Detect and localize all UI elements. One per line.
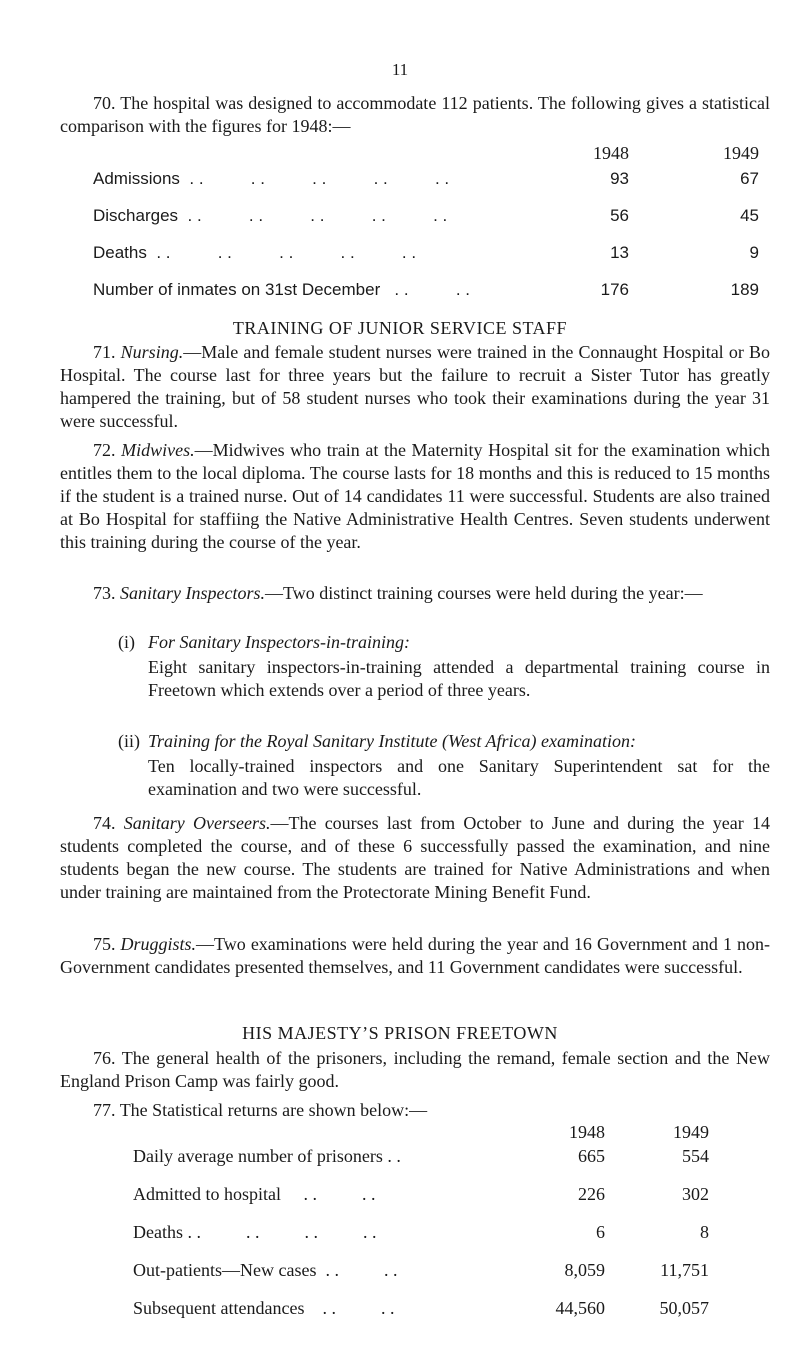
paragraph-71 xyxy=(60,341,770,433)
para-text: The general health of the prisoners, including the remand, female section and the New England Prison Camp was fairly good. xyxy=(60,1048,770,1091)
leader-dots: . . . . xyxy=(325,1260,398,1280)
year-1948-header: 1948 xyxy=(593,143,629,163)
section-heading-prison: HIS MAJESTY’S PRISON FREETOWN xyxy=(242,1023,558,1043)
table-row xyxy=(93,278,770,302)
paragraph-72 xyxy=(60,439,770,554)
para-number: 73. xyxy=(93,583,116,603)
leader-dots: . . xyxy=(387,1146,401,1166)
leader-dots: . . . . . . . . . . xyxy=(156,243,417,262)
leader-dots: . . . . . . . . . . xyxy=(189,169,450,188)
table-header-row xyxy=(93,142,770,166)
para-text: —The courses last from October to June and during the year 14 students completed the course, and of these 6 successfully passed the examination, and nine students began the new course. The students are trained for Native Administrations and when under training are maintained from the Protectorate Mining Benefit Fund. xyxy=(60,813,770,902)
sub-item-ii xyxy=(148,730,770,801)
table-row xyxy=(93,167,770,191)
value-1948: 8,059 xyxy=(564,1260,605,1280)
year-1949-header: 1949 xyxy=(723,143,759,163)
row-label: Number of inmates on 31st December xyxy=(93,280,381,299)
para-number: 72. xyxy=(93,440,116,460)
paragraph-76 xyxy=(60,1047,770,1093)
sub-item-title: Training for the Royal Sanitary Institute (West Africa) examination: xyxy=(148,731,636,751)
row-label: Daily average number of prisoners xyxy=(133,1146,383,1166)
row-label: Discharges xyxy=(93,206,179,225)
sub-item-ii-label: (ii) xyxy=(118,731,140,751)
value-1948: 13 xyxy=(610,243,629,262)
row-label: Subsequent attendances xyxy=(133,1298,305,1318)
para-number: 75. xyxy=(93,934,116,954)
table-row xyxy=(133,1183,770,1207)
value-1949: 189 xyxy=(730,280,759,299)
table-row xyxy=(93,204,770,228)
value-1948: 226 xyxy=(578,1184,605,1204)
value-1949: 67 xyxy=(740,169,759,188)
sub-item-title: For Sanitary Inspectors-in-training: xyxy=(148,632,410,652)
leader-dots: . . . . . . . . xyxy=(187,1222,377,1242)
value-1949: 9 xyxy=(749,243,759,262)
year-1948-header: 1948 xyxy=(569,1122,605,1142)
row-label: Deaths xyxy=(93,243,147,262)
sub-item-text: Eight sanitary inspectors-in-training attended a departmental training course in Freetown which extends over a period of three years. xyxy=(148,657,770,700)
para-title: Druggists. xyxy=(120,934,197,954)
value-1948: 176 xyxy=(600,280,629,299)
sub-item-text: Ten locally-trained inspectors and one Sanitary Superintendent sat for the examination and two were successful. xyxy=(148,756,770,799)
value-1949: 45 xyxy=(740,206,759,225)
table-row xyxy=(133,1259,770,1283)
value-1948: 44,560 xyxy=(555,1298,605,1318)
para-number: 71. xyxy=(93,342,116,362)
table-row xyxy=(93,241,770,265)
value-1948: 665 xyxy=(578,1146,605,1166)
leader-dots: . . . . . . . . . . xyxy=(187,206,448,225)
para-text: —Two examinations were held during the year and 16 Government and 1 non-Government candidates presented themselves, and 11 Government candidates were successful. xyxy=(60,934,770,977)
leader-dots: . . . . xyxy=(322,1298,395,1318)
row-label: Admissions xyxy=(93,169,180,188)
paragraph-73 xyxy=(60,582,770,605)
section-heading-training: TRAINING OF JUNIOR SERVICE STAFF xyxy=(232,318,568,338)
para-number: 74. xyxy=(93,813,116,833)
leader-dots: . . . . xyxy=(303,1184,376,1204)
table-row xyxy=(133,1221,770,1245)
para-text: —Two distinct training courses were held during the year:— xyxy=(264,583,703,603)
value-1949: 8 xyxy=(700,1222,709,1242)
row-label: Admitted to hospital xyxy=(133,1184,281,1204)
para-text: The hospital was designed to accommodate 112 patients. The following gives a statistical comparison with the figures for 1948:— xyxy=(60,93,770,136)
page-number: 11 xyxy=(391,60,409,79)
para-number: 77. xyxy=(93,1100,116,1120)
value-1949: 302 xyxy=(682,1184,709,1204)
para-text: —Male and female student nurses were trained in the Connaught Hospital or Bo Hospital. The course last for three years but the failure to recruit a Sister Tutor has greatly hampered the training, but of 58 student nurses who took their examinations during the year 31 were successful. xyxy=(60,342,771,431)
value-1949: 50,057 xyxy=(659,1298,709,1318)
paragraph-77 xyxy=(93,1099,427,1122)
para-number: 70. xyxy=(93,93,116,113)
year-1949-header: 1949 xyxy=(673,1122,709,1142)
para-title: Sanitary Inspectors. xyxy=(120,583,265,603)
para-title: Nursing. xyxy=(120,342,184,362)
sub-item-i-label: (i) xyxy=(118,632,135,652)
value-1948: 6 xyxy=(596,1222,605,1242)
paragraph-70 xyxy=(60,92,770,138)
value-1949: 554 xyxy=(682,1146,709,1166)
para-title: Midwives. xyxy=(121,440,195,460)
table-row xyxy=(133,1297,770,1321)
value-1948: 93 xyxy=(610,169,629,188)
row-label: Out-patients—New cases xyxy=(133,1260,317,1280)
leader-dots: . . . . xyxy=(394,280,470,299)
value-1949: 11,751 xyxy=(660,1260,709,1280)
paragraph-74 xyxy=(60,812,770,904)
sub-item-i xyxy=(148,631,770,702)
row-label: Deaths xyxy=(133,1222,183,1242)
para-number: 76. xyxy=(93,1048,116,1068)
table-header-row xyxy=(133,1121,770,1145)
table-row xyxy=(133,1145,770,1169)
paragraph-75 xyxy=(60,933,770,979)
para-text: The Statistical returns are shown below:— xyxy=(119,1100,428,1120)
value-1948: 56 xyxy=(610,206,629,225)
para-text: —Midwives who train at the Maternity Hospital sit for the examination which entitles them to the local diploma. The course lasts for 18 months and this is reduced to 15 months if the student is a trained nurse. Out of 14 candidates 11 were successful. Students are also trained at Bo Hospital for staffiing the Native Administrative Health Centres. Seven students underwent this training during the course of the year. xyxy=(60,440,770,552)
para-title: Sanitary Overseers. xyxy=(123,813,271,833)
